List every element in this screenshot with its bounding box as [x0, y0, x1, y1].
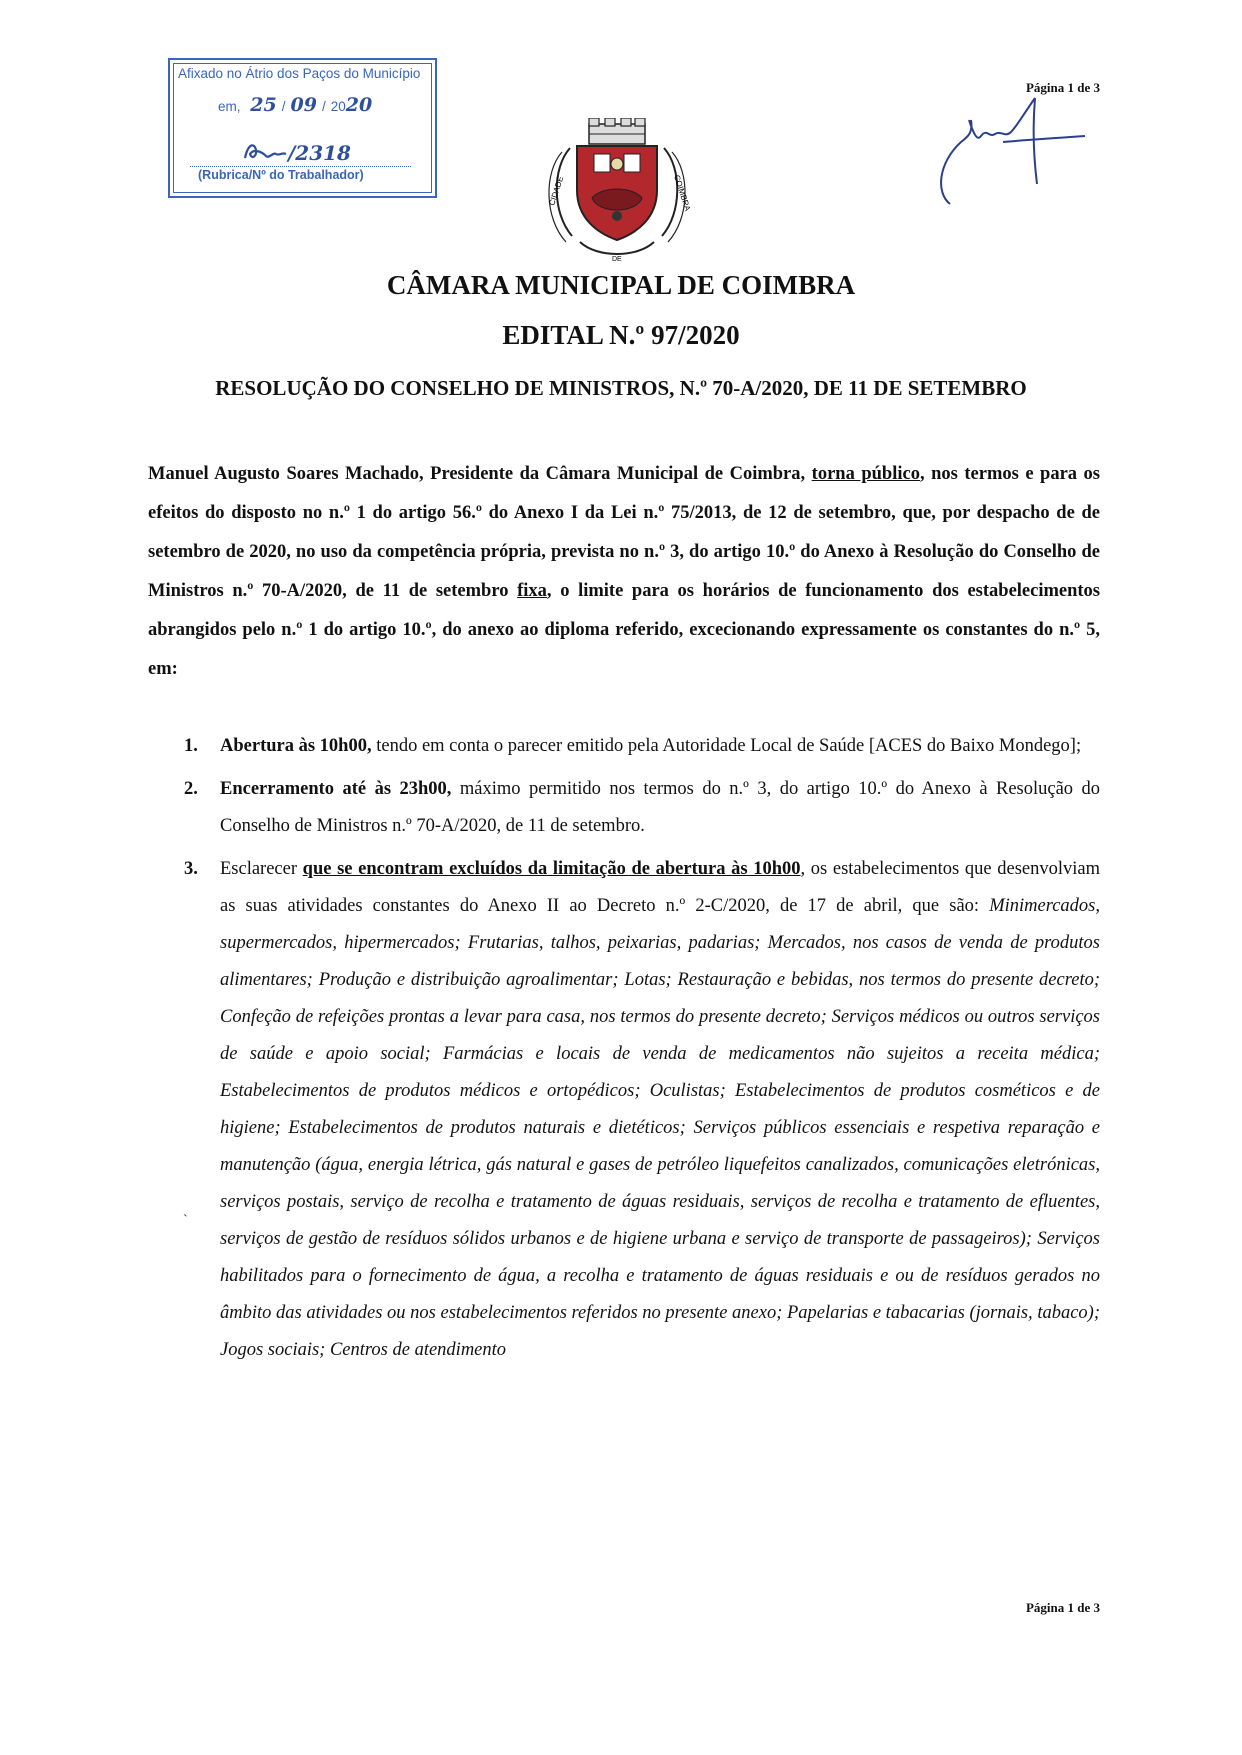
list-item-underlined: que se encontram excluídos da limitação de abertura às 10h00	[302, 859, 801, 879]
resolution-title: RESOLUÇÃO DO CONSELHO DE MINISTROS, N.º 70-A/2020, DE 11 DE SETEMBRO	[215, 376, 1027, 400]
list-item-number: 1.	[184, 736, 198, 756]
list-item-lead: Esclarecer	[220, 859, 303, 879]
list-item	[148, 851, 1100, 1369]
stamp-date-prefix: em,	[218, 99, 241, 114]
crest-ribbon-bottom: DE	[612, 256, 622, 263]
intro-paragraph	[148, 455, 1100, 689]
intro-fixa: fixa	[517, 581, 547, 601]
page-sep: de	[1077, 1600, 1091, 1615]
list-item-number: 3.	[184, 859, 198, 879]
stamp-dotted-line	[190, 166, 411, 167]
stamp-year-suffix: 20	[345, 94, 373, 116]
crest-ribbon-left: CIDADE	[547, 175, 566, 207]
list-item-text: tendo em conta o parecer emitido pela Autoridade Local de Saúde [ACES do Baixo Mondego];	[371, 736, 1082, 756]
stamp-worker-number: /2318	[288, 141, 351, 165]
list-item-bold: Encerramento até às 23h00,	[220, 779, 452, 799]
stamp-day: 25	[250, 94, 277, 116]
rubric-signature-icon	[242, 140, 288, 166]
intro-torna-publico: torna público	[811, 464, 920, 484]
list-item-text: , os estabelecimentos que desenvolviam as suas atividades constantes do Anexo II ao Decreto n.º 2-C/2020, de 17 de abril, que são:	[220, 859, 1101, 916]
list-item-bold: Abertura às 10h00,	[220, 736, 372, 756]
list-item	[148, 728, 1100, 765]
intro-part-1: Manuel Augusto Soares Machado, Presidente da Câmara Municipal de Coimbra,	[148, 464, 812, 484]
council-title: CÂMARA MUNICIPAL DE COIMBRA	[386, 270, 856, 300]
stamp-month: 09	[290, 94, 317, 116]
crest-ribbon-right: COIMBRA	[672, 173, 693, 213]
coimbra-coat-of-arms-icon	[532, 118, 702, 266]
numbered-list	[148, 728, 1100, 1369]
page-current: 1	[1067, 80, 1074, 95]
page-label: Página	[1025, 1600, 1065, 1615]
intro-part-3: , o limite para os horários de funcionamento dos estabelecimentos abrangidos pelo n.º 1 do artigo 10.º, do anexo ao diploma referido, excecionando expressamente os constantes do n.º 5, em:	[148, 581, 1100, 679]
signature-icon	[925, 92, 1105, 212]
stray-mark: `	[183, 1213, 188, 1228]
intro-part-2: , nos termos e para os efeitos do disposto no n.º 1 do artigo 56.º do Anexo I da Lei n.º 75/2013, de 12 de setembro, que, por despacho de de setembro de 2020, no uso da competência própria, prevista no n.º 3, do artigo 10.º do Anexo à Resolução do Conselho de Ministros n.º 70-A/2020, de 11 de setembro	[148, 464, 1101, 601]
list-item-text: máximo permitido nos termos do n.º 3, do artigo 10.º do Anexo à Resolução do Conselho de Ministros n.º 70-A/2020, de 11 de setembro.	[220, 779, 1101, 836]
list-item	[148, 771, 1100, 845]
list-item-italic: Minimercados, supermercados, hipermercados; Frutarias, talhos, peixarias, padarias; Mercados, nos casos de venda de produtos alimentares; Produção e distribuição agroalimentar; Lotas; Restauração e bebidas, nos termos do presente decreto; Confeção de refeições prontas a levar para casa, nos termos do presente decreto; Serviços médicos ou outros serviços de saúde e apoio social; Farmácias e locais de venda de medicamentos não sujeitos a receita médica; Estabelecimentos de produtos médicos e ortopédicos; Oculistas; Estabelecimentos de produtos cosméticos e de higiene; Estabelecimentos de produtos naturais e dietéticos; Serviços públicos essenciais e respetiva reparação e manutenção (água, energia létrica, gás natural e gases de petróleo liquefeitos canalizados, comunicações eletrónicas, serviços postais, serviço de recolha e tratamento de águas residuais, serviços de recolha e tratamento de efluentes, serviços de gestão de resíduos sólidos urbanos e de higiene urbana e serviço de transporte de passageiros); Serviços habilitados para o fornecimento de água, a recolha e tratamento de águas residuais e ou de resíduos gerados no âmbito das atividades ou nos estabelecimentos referidos no presente anexo; Papelarias e tabacarias (jornais, tabaco); Jogos sociais; Centros de atendimento	[220, 896, 1100, 1360]
edital-number: EDITAL N.º 97/2020	[502, 320, 740, 350]
page-label: Página	[1025, 80, 1065, 95]
page-sep: de	[1077, 80, 1091, 95]
stamp-worker	[242, 140, 351, 166]
list-item-number: 2.	[184, 779, 198, 799]
page-number-bottom	[1026, 1600, 1100, 1616]
stamp-year-prefix: 20	[330, 99, 346, 114]
page-current: 1	[1067, 1600, 1074, 1615]
stamp-caption: (Rubrica/Nº do Trabalhador)	[198, 168, 364, 182]
page-total: 3	[1093, 80, 1100, 95]
posting-stamp	[168, 58, 437, 198]
page-total: 3	[1093, 1600, 1100, 1615]
stamp-title: Afixado no Átrio dos Paços do Município	[178, 66, 421, 81]
stamp-date-row: em, 25 / 09 / 2020	[218, 94, 373, 116]
